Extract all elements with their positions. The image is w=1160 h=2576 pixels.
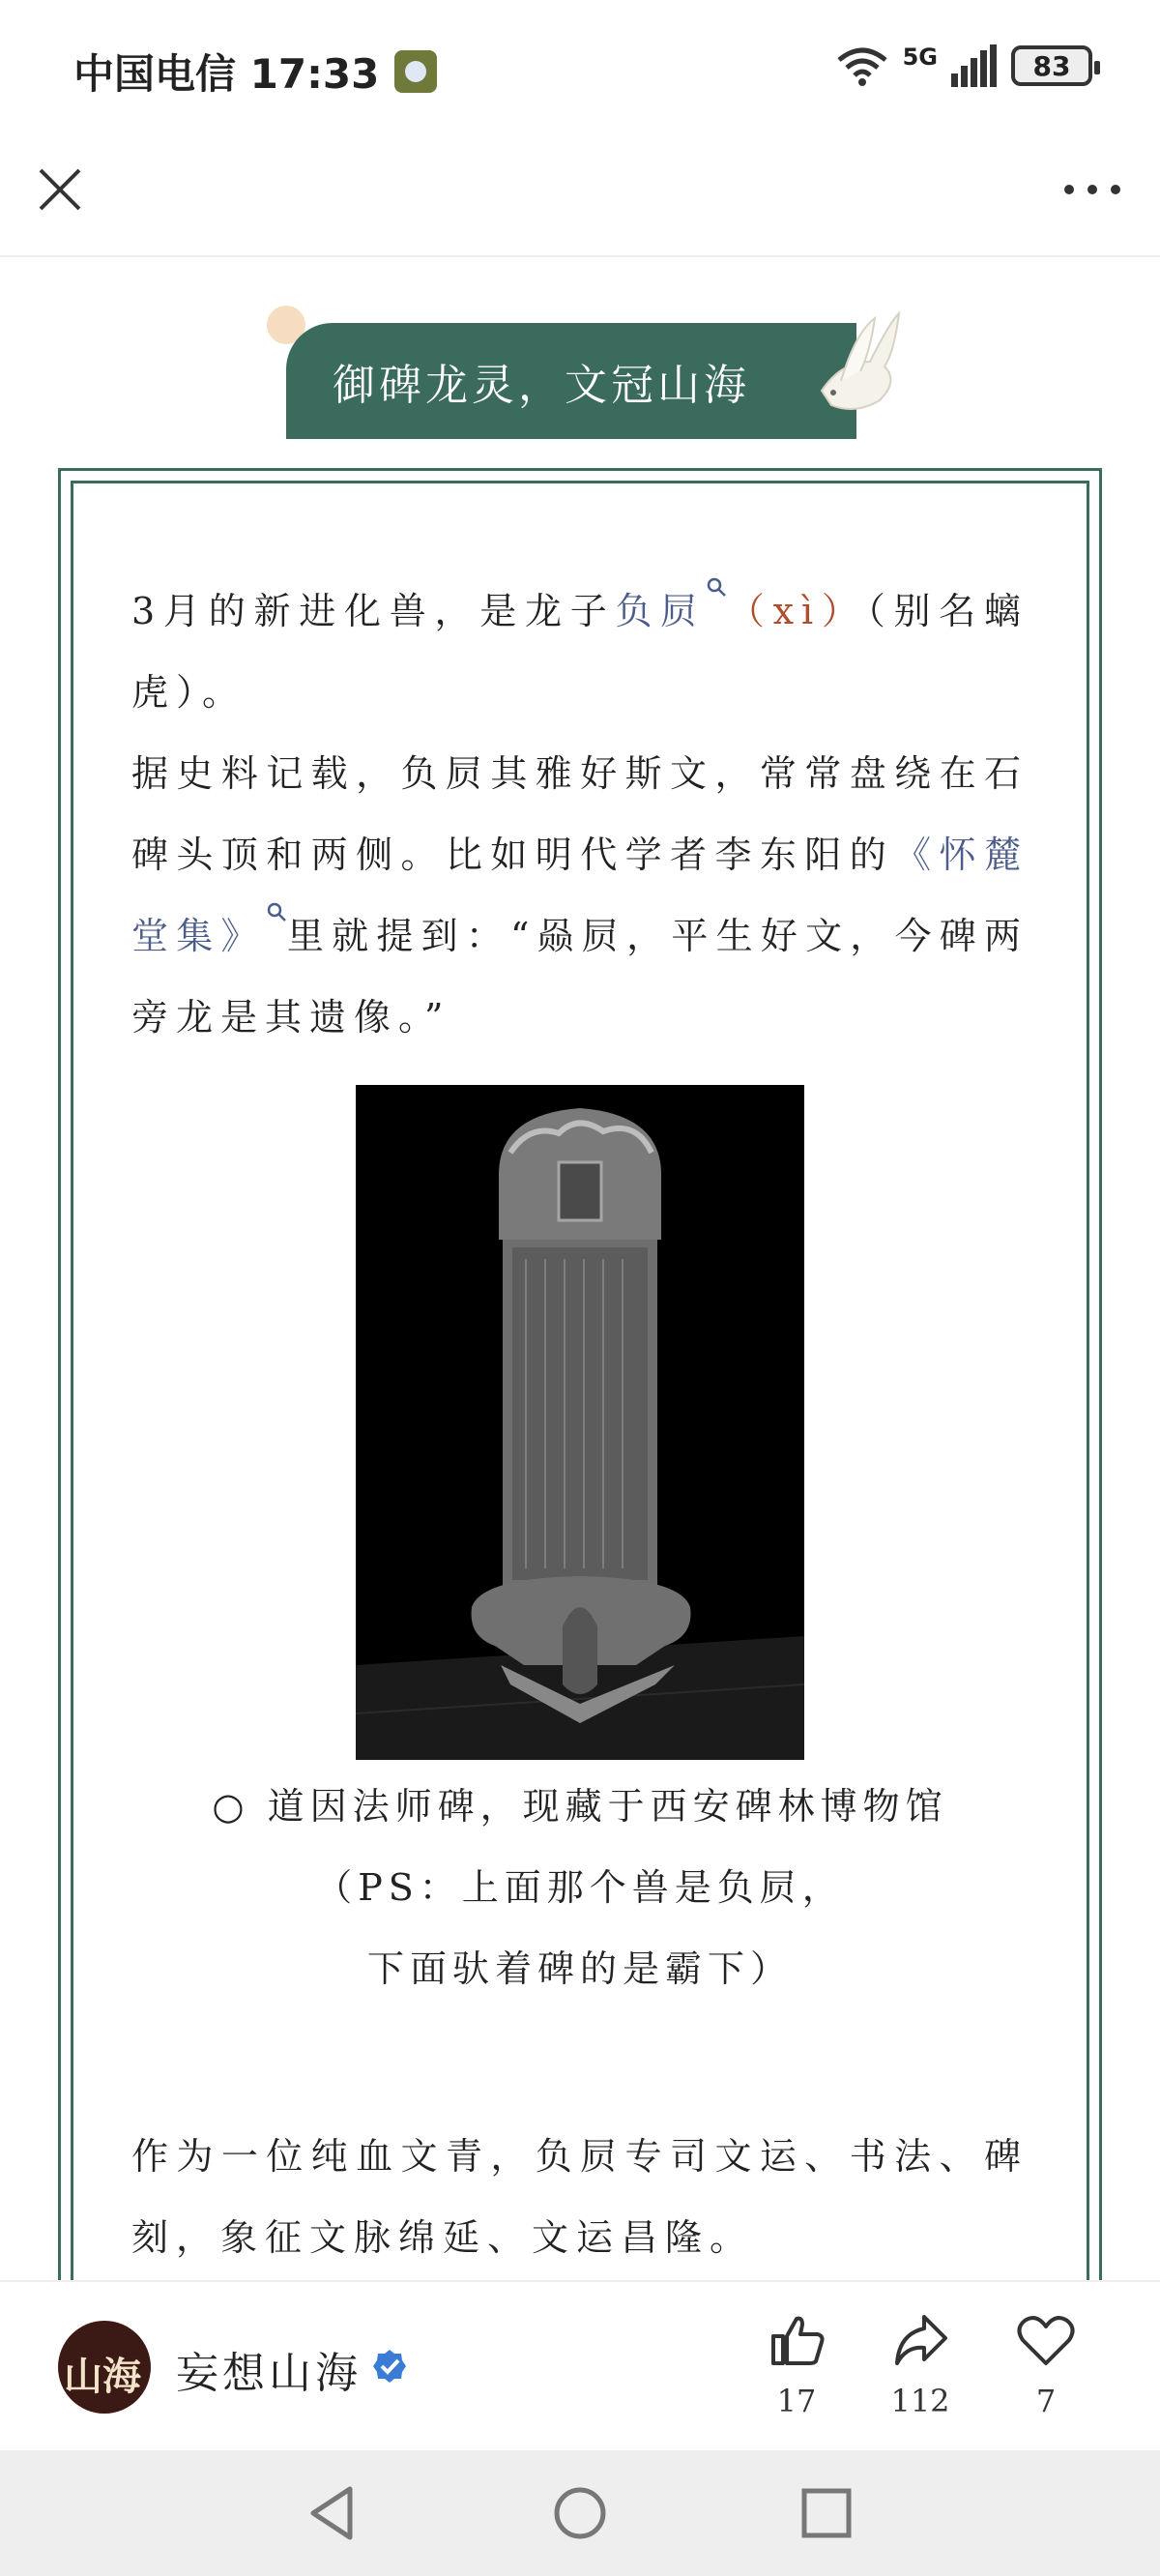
close-icon[interactable] bbox=[29, 159, 91, 220]
search-icon[interactable] bbox=[706, 576, 727, 598]
top-nav bbox=[0, 135, 1160, 257]
verified-badge-icon bbox=[371, 2348, 408, 2385]
status-bar bbox=[0, 0, 1160, 135]
back-icon[interactable] bbox=[300, 2479, 367, 2547]
share-count: 112 bbox=[890, 2383, 950, 2419]
white-bird-icon bbox=[802, 304, 909, 429]
search-icon[interactable] bbox=[266, 901, 287, 922]
paragraph-intro bbox=[131, 571, 1029, 733]
share-icon bbox=[889, 2309, 951, 2371]
para2-quote: 里就提到：“赑屃，平生好文，今碑两旁龙是其遗像。” bbox=[131, 915, 1029, 1039]
thumbs-up-icon bbox=[766, 2309, 827, 2371]
article-content bbox=[0, 259, 1160, 2280]
wifi-icon bbox=[835, 44, 889, 87]
favorite-count: 7 bbox=[1035, 2383, 1057, 2419]
paragraph-history bbox=[131, 733, 1029, 1058]
like-count: 17 bbox=[776, 2383, 817, 2419]
section-title-banner bbox=[286, 323, 856, 439]
stele-photo[interactable] bbox=[356, 1085, 804, 1760]
para2-text: 据史料记载，负屃其雅好斯文，常常盘绕在石碑头顶和两侧。比如明代学者李东阳的 bbox=[131, 752, 1029, 876]
heart-icon bbox=[1015, 2309, 1077, 2371]
status-left bbox=[73, 43, 437, 101]
home-icon[interactable] bbox=[546, 2479, 614, 2547]
section-title: 御碑龙灵，文冠山海 bbox=[333, 361, 750, 410]
bottom-action-bar bbox=[0, 2280, 1160, 2450]
share-button[interactable] bbox=[872, 2309, 969, 2435]
author-name[interactable]: 妄想山海 bbox=[176, 2349, 362, 2398]
system-nav-bar bbox=[0, 2450, 1160, 2576]
signal-icon bbox=[951, 44, 998, 87]
book-link[interactable]: 《怀麓堂集》 bbox=[131, 834, 1029, 957]
more-horizontal-icon[interactable] bbox=[1054, 159, 1131, 220]
photo-caption-line1: ○ 道因法师碑，现藏于西安碑林博物馆 bbox=[212, 1785, 948, 1828]
network-label: 5G bbox=[902, 44, 938, 71]
photo-caption-line2: （PS：上面那个兽是负屃， bbox=[315, 1866, 845, 1909]
avatar-text: 山海 bbox=[64, 2354, 141, 2399]
avatar[interactable] bbox=[58, 2321, 151, 2414]
photo-caption-line3: 下面驮着碑的是霸下） bbox=[366, 1947, 793, 1990]
fuxi-link[interactable]: 负屃 bbox=[615, 590, 707, 632]
favorite-button[interactable] bbox=[998, 2309, 1094, 2435]
battery-level: 83 bbox=[1032, 49, 1071, 82]
carrier-time: 中国电信 17:33 bbox=[73, 50, 380, 98]
paragraph-culture: 作为一位纯血文青，负屃专司文运、书法、碑刻，象征文脉绵延、文运昌隆。 bbox=[131, 2135, 1029, 2259]
recents-icon[interactable] bbox=[793, 2479, 860, 2547]
status-right bbox=[835, 44, 1092, 87]
pronunciation: （xì） bbox=[727, 590, 867, 632]
para1-alias: （别名螭虎）。 bbox=[131, 590, 1029, 714]
para1-text: 3月的新进化兽，是龙子 bbox=[131, 590, 616, 632]
like-button[interactable] bbox=[748, 2309, 845, 2435]
battery-indicator bbox=[1011, 45, 1092, 86]
notification-app-icon bbox=[394, 50, 437, 93]
